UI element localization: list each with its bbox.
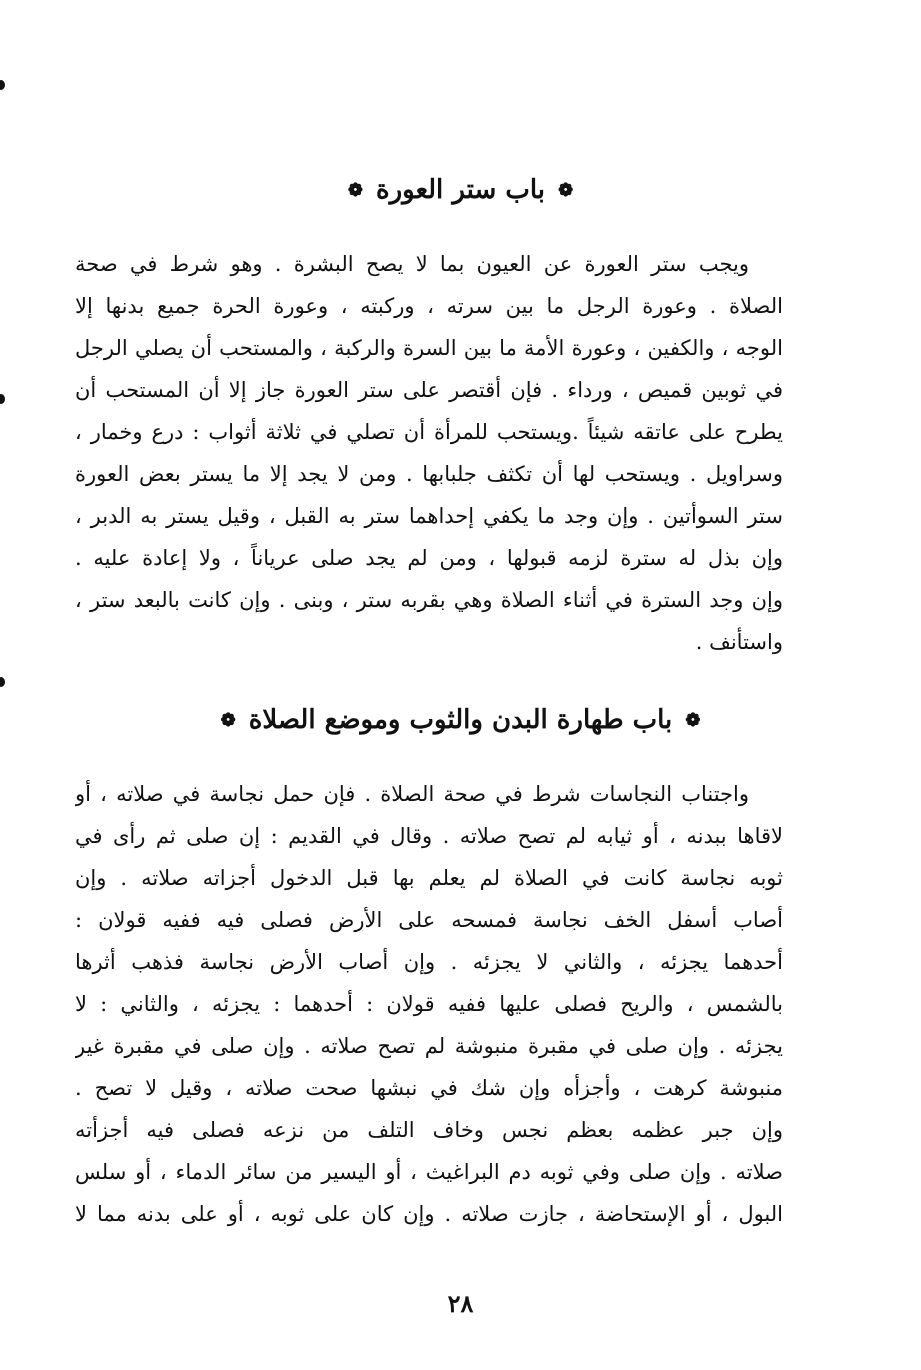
text-line: وإن وجد السترة في أثناء الصلاة وهي بقربه ستر ، وبنى . وإن كانت بالبعد ستر ،: [75, 588, 783, 612]
text-line: البول ، أو الإستحاضة ، جازت صلاته . وإن كان على ثوبه ، أو على بدنه مما لا: [75, 1202, 783, 1226]
text-line: وإن جبر عظمه بعظم نجس وخاف التلف من نزعه فصلى فيه أجزأته: [75, 1118, 783, 1142]
text-line: ستر السوأتين . وإن وجد ما يكفي إحداهما ستر به القبل ، وقيل يستر به الدبر ،: [75, 504, 783, 528]
text-line: يطرح على عاتقه شيئاً .ويستحب للمرأة أن تصلي في ثلاثة أثواب : درع وخمار ،: [75, 420, 783, 444]
text-line: الصلاة . وعورة الرجل ما بين سرته ، وركبته ، وعورة الحرة جميع بدنها إلا: [75, 294, 783, 318]
ornament-icon: ❁: [685, 710, 701, 731]
text-line: الوجه ، والكفين ، وعورة الأمة ما بين السرة والركبة ، والمستحب أن يصلي الرجل: [75, 336, 783, 360]
section-paragraph: [75, 773, 783, 1235]
text-line: لاقاها ببدنه ، أو ثيابه لم تصح صلاته . وقال في القديم : إن صلى ثم رأى في: [75, 824, 783, 848]
ornament-icon: ❁: [347, 180, 363, 201]
text-line: صلاته . وإن صلى وفي ثوبه دم البراغيث ، أو اليسير من سائر الدماء ، أو سلس: [75, 1160, 783, 1184]
section-title: باب طهارة البدن والثوب وموضع الصلاة: [248, 705, 673, 735]
text-line: أحدهما يجزئه ، والثاني لا يجزئه . وإن أصاب الأرض نجاسة فذهب أثرها: [75, 950, 783, 974]
text-line: ويجب ستر العورة عن العيون بما لا يصح البشرة . وهو شرط في صحة: [75, 252, 749, 276]
text-line: وإن بذل له سترة لزمه قبولها ، ومن لم يجد صلى عرياناً ، ولا إعادة عليه .: [75, 546, 783, 570]
ornament-icon: ❁: [220, 710, 236, 731]
text-line: في ثوبين قميص ، ورداء . فإن أقتصر على ستر العورة جاز إلا أن المستحب أن: [75, 378, 783, 402]
text-line: منبوشة كرهت ، وأجزأه وإن شك في نبشها صحت صلاته ، وقيل لا تصح .: [75, 1076, 783, 1100]
text-line: يجزئه . وإن صلى في مقبرة منبوشة لم تصح صلاته . وإن صلى في مقبرة غير: [75, 1034, 783, 1058]
section-heading: [0, 170, 921, 211]
section-paragraph: [75, 243, 783, 663]
scan-edge-mark: [0, 677, 5, 687]
text-line: واجتناب النجاسات شرط في صحة الصلاة . فإن حمل نجاسة في صلاته ، أو: [75, 782, 749, 806]
text-line: أصاب أسفل الخف نجاسة فمسحه على الأرض فصلى فيه ففيه قولان :: [75, 908, 783, 932]
text-line: واستأنف .: [695, 630, 783, 654]
section-heading: [0, 700, 921, 741]
section-title: باب ستر العورة: [375, 175, 545, 205]
text-line: ثوبه نجاسة كانت في الصلاة لم يعلم بها قبل الدخول أجزاته صلاته . وإن: [75, 866, 783, 890]
page-number: ٢٨: [447, 1289, 474, 1318]
scan-edge-mark: [0, 394, 5, 404]
text-line: بالشمس ، والريح فصلى عليها ففيه قولان : أحدهما : يجزئه ، والثاني : لا: [75, 992, 783, 1016]
scan-edge-mark: [0, 80, 5, 90]
text-line: وسراويل . ويستحب لها أن تكثف جلبابها . ومن لا يجد إلا ما يستر بعض العورة: [75, 462, 783, 486]
ornament-icon: ❁: [558, 180, 574, 201]
